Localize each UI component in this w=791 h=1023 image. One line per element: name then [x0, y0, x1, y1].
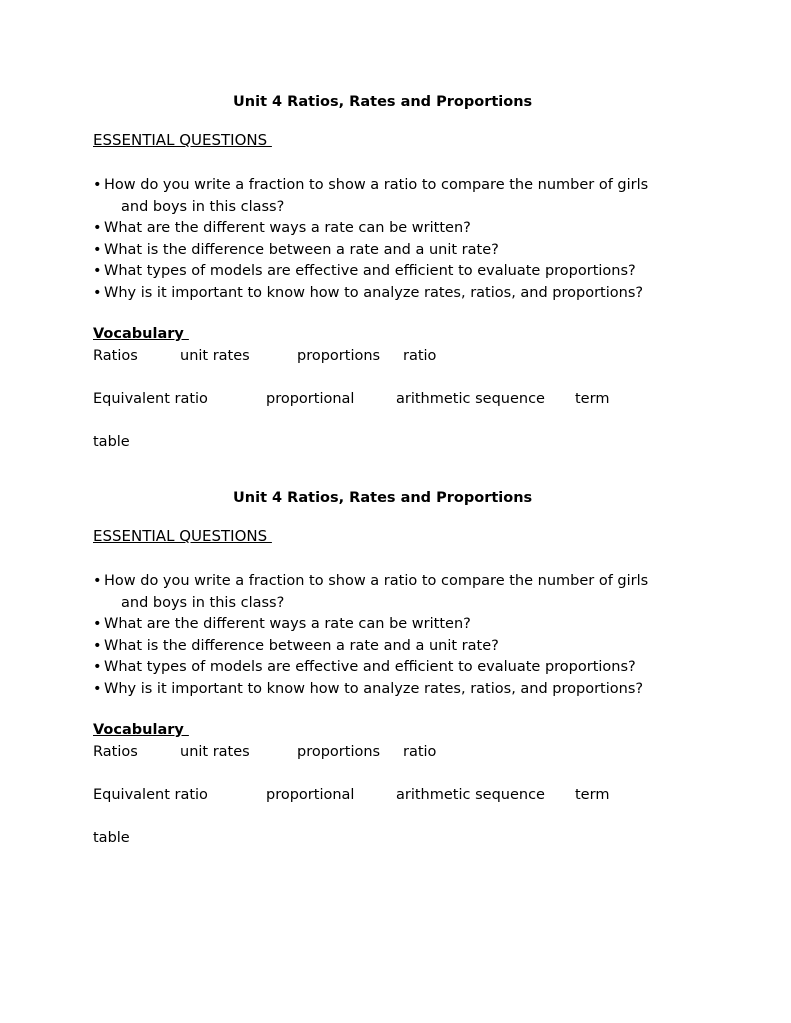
- question-text: How do you write a fraction to show a ratio to compare the number of girls: [104, 573, 649, 589]
- vocab-term: proportions: [297, 348, 381, 364]
- unit-title: Unit 4 Ratios, Rates and Proportions: [233, 490, 533, 506]
- vocab-term: arithmetic sequence: [396, 391, 545, 407]
- vocab-term: Ratios: [93, 744, 138, 760]
- essential-questions-list: [93, 571, 693, 700]
- question-item: [93, 283, 693, 305]
- question-text: What are the different ways a rate can be written?: [104, 220, 471, 236]
- vocab-term: proportions: [297, 744, 381, 760]
- question-item: [93, 571, 693, 614]
- vocab-term: ratio: [403, 348, 437, 364]
- bullet-icon: •: [93, 284, 102, 301]
- essential-questions-heading: ESSENTIAL QUESTIONS: [93, 131, 272, 149]
- question-item: [93, 614, 693, 636]
- bullet-icon: •: [93, 659, 102, 675]
- vocab-term: arithmetic sequence: [396, 787, 545, 803]
- unit-title: Unit 4 Ratios, Rates and Proportions: [233, 94, 533, 110]
- question-text: What types of models are effective and efficient to evaluate proportions?: [104, 659, 636, 675]
- question-item: [93, 636, 693, 658]
- question-text: Why is it important to know how to analyze rates, ratios, and proportions?: [104, 680, 644, 697]
- bullet-icon: •: [93, 177, 102, 193]
- vocab-term: term: [575, 787, 610, 803]
- bullet-icon: •: [93, 573, 102, 589]
- vocab-term: term: [575, 391, 610, 407]
- vocab-term: Equivalent ratio: [93, 787, 208, 803]
- essential-questions-list: [93, 175, 693, 304]
- vocab-term: table: [93, 434, 130, 450]
- question-item: [93, 175, 693, 218]
- question-item: [93, 240, 693, 262]
- question-item: [93, 657, 693, 679]
- question-item: [93, 261, 693, 283]
- essential-questions-heading: ESSENTIAL QUESTIONS: [93, 527, 272, 545]
- question-text: What are the different ways a rate can be written?: [104, 616, 471, 632]
- vocab-term: proportional: [266, 391, 355, 407]
- question-item: [93, 679, 693, 701]
- vocab-term: ratio: [403, 744, 437, 760]
- bullet-icon: •: [93, 680, 102, 697]
- question-item: [93, 218, 693, 240]
- bullet-icon: •: [93, 263, 102, 279]
- question-text: How do you write a fraction to show a ratio to compare the number of girls: [104, 177, 649, 193]
- vocabulary-heading: Vocabulary: [93, 326, 189, 342]
- bullet-icon: •: [93, 241, 102, 258]
- question-text: What is the difference between a rate and a unit rate?: [104, 637, 499, 654]
- vocab-term: unit rates: [180, 348, 250, 364]
- bullet-icon: •: [93, 637, 102, 654]
- vocab-term: proportional: [266, 787, 355, 803]
- vocab-term: unit rates: [180, 744, 250, 760]
- vocab-term: table: [93, 830, 130, 846]
- question-text: What types of models are effective and efficient to evaluate proportions?: [104, 263, 636, 279]
- vocab-term: Ratios: [93, 348, 138, 364]
- question-text: Why is it important to know how to analyze rates, ratios, and proportions?: [104, 284, 644, 301]
- question-text-continued: and boys in this class?: [121, 198, 285, 215]
- bullet-icon: •: [93, 616, 102, 632]
- bullet-icon: •: [93, 220, 102, 236]
- question-text-continued: and boys in this class?: [121, 594, 285, 611]
- vocabulary-heading: Vocabulary: [93, 722, 189, 738]
- vocab-term: Equivalent ratio: [93, 391, 208, 407]
- question-text: What is the difference between a rate and a unit rate?: [104, 241, 499, 258]
